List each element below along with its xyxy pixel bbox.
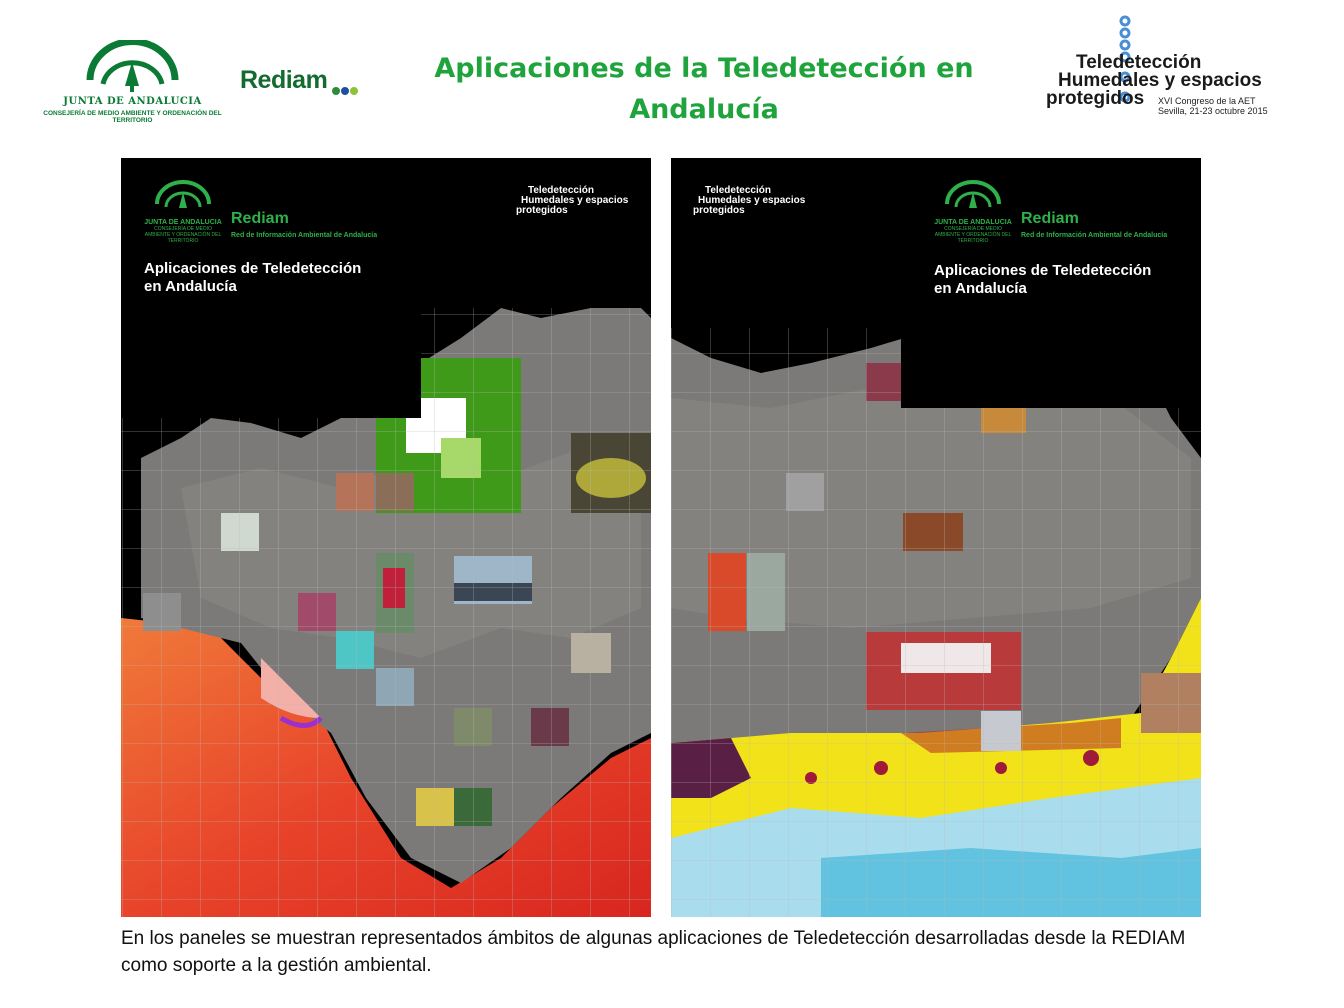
junta-andalucia-logo bbox=[40, 40, 225, 124]
panel-right-aet-logo bbox=[693, 186, 805, 216]
rediam-dots-icon bbox=[332, 82, 359, 100]
panel-right-rediam-sub: Red de Información Ambiental de Andalucía bbox=[1021, 232, 1168, 239]
panel-left-aet-logo bbox=[516, 186, 628, 216]
junta-arch-icon bbox=[943, 178, 1003, 212]
panel-aet-line3: protegidos bbox=[516, 205, 568, 216]
aet-place-date: Sevilla, 21-23 octubre 2015 bbox=[1158, 106, 1268, 116]
aet-congress: XVI Congreso de la AET bbox=[1158, 96, 1256, 106]
panel-right-title bbox=[934, 262, 1151, 298]
panel-aet-line2: Humedales y espacios bbox=[521, 195, 629, 206]
panel-junta-sub: CONSEJERÍA DE MEDIO AMBIENTE Y ORDENACIÓN DEL TERRITORIO bbox=[144, 226, 222, 244]
panel-left-title bbox=[144, 260, 361, 296]
junta-name: JUNTA DE ANDALUCIA bbox=[63, 96, 202, 107]
panel-left-rediam: Rediam bbox=[231, 210, 289, 227]
aet-congress-logo bbox=[1040, 14, 1300, 124]
caption: En los paneles se muestran representados ámbitos de algunas aplicaciones de Teledetección desarrolladas desde la REDIAM como soporte a la gestión ambiental. bbox=[121, 928, 1186, 976]
poster-panel-left bbox=[121, 158, 651, 917]
panel-left-junta-logo bbox=[143, 178, 223, 244]
panel-right-rediam: Rediam bbox=[1021, 210, 1079, 227]
junta-arch-icon bbox=[85, 40, 180, 95]
panel-junta-sub: CONSEJERÍA DE MEDIO AMBIENTE Y ORDENACIÓN DEL TERRITORIO bbox=[934, 226, 1012, 244]
junta-arch-icon bbox=[153, 178, 213, 212]
panel-aet-line1: Teledetección bbox=[705, 185, 771, 196]
panel-title-line1: Aplicaciones de Teledetección bbox=[144, 260, 362, 277]
aet-title-line1: Teledetección bbox=[1076, 52, 1202, 73]
panel-junta-name: JUNTA DE ANDALUCIA bbox=[144, 219, 222, 226]
panel-left-rediam-sub: Red de Información Ambiental de Andalucía bbox=[231, 232, 378, 239]
panel-title-line2: en Andalucía bbox=[144, 278, 237, 295]
panel-aet-line3: protegidos bbox=[693, 205, 745, 216]
poster-panel-right bbox=[671, 158, 1201, 917]
panel-right-junta-logo bbox=[933, 178, 1013, 244]
panel-aet-line2: Humedales y espacios bbox=[698, 195, 806, 206]
panel-aet-line1: Teledetección bbox=[528, 185, 594, 196]
panel-title-line2: en Andalucía bbox=[934, 280, 1027, 297]
page-title: Aplicaciones de la Teledetección en Andalucía bbox=[434, 53, 974, 125]
junta-consejeria: CONSEJERÍA DE MEDIO AMBIENTE Y ORDENACIÓN DEL TERRITORIO bbox=[43, 110, 222, 124]
aet-title-line3: protegidos bbox=[1046, 88, 1145, 109]
panel-junta-name: JUNTA DE ANDALUCIA bbox=[934, 219, 1012, 226]
rediam-logo: Rediam bbox=[240, 66, 328, 94]
aet-title-line2: Humedales y espacios bbox=[1058, 70, 1262, 91]
panel-title-line1: Aplicaciones de Teledetección bbox=[934, 262, 1152, 279]
